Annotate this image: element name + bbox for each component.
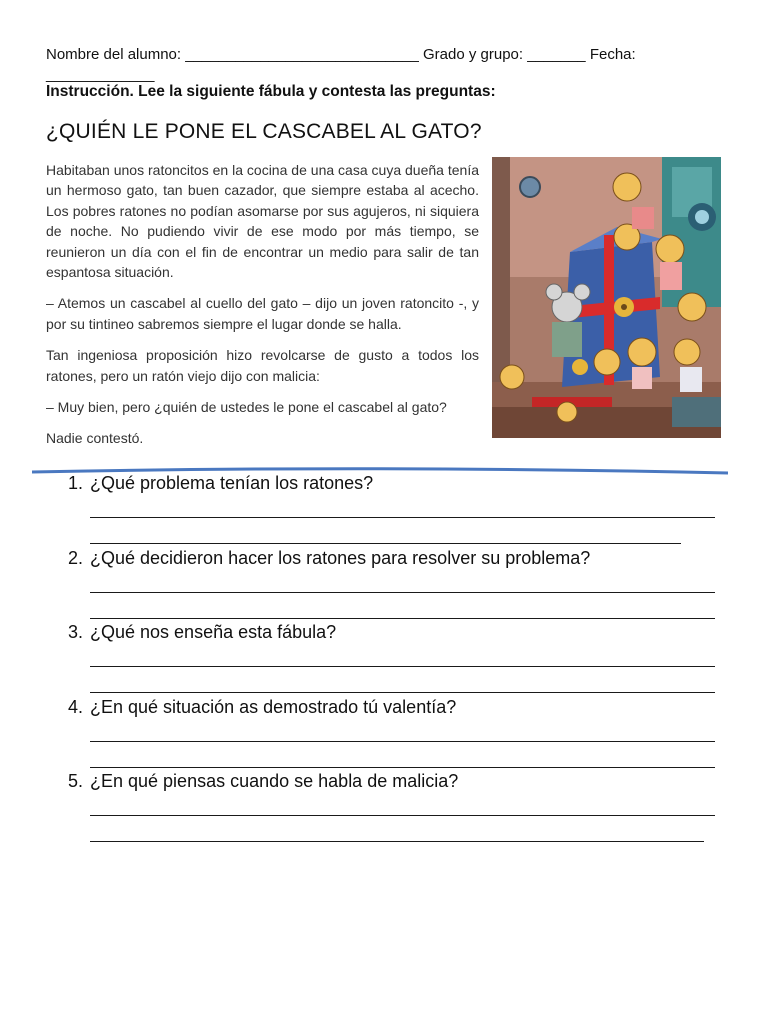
question-text (68, 697, 456, 718)
fable-paragraph: – Atemos un cascabel al cuello del gato – dijo un joven ratoncito -, y por su tintineo sabremos siempre el lugar donde se halla. (46, 295, 479, 332)
date-label: Fecha: (589, 46, 636, 63)
name-label: Nombre del alumno: (46, 46, 182, 63)
question-label: ¿En qué piensas cuando se habla de malicia? (90, 771, 459, 791)
answer-line[interactable] (90, 543, 681, 544)
answer-line[interactable] (90, 841, 704, 842)
name-blank[interactable]: ____________________________ (185, 46, 419, 63)
question-label: ¿Qué nos enseña esta fábula? (90, 622, 337, 642)
grade-label: Grado y grupo: (423, 46, 524, 63)
grade-blank[interactable]: _______ (527, 46, 586, 63)
question-item (68, 473, 728, 548)
question-number: 1. (68, 473, 84, 493)
fable-paragraph: Nadie contestó. (46, 430, 144, 447)
fable-title: ¿QUIÉN LE PONE EL CASCABEL AL GATO? (46, 120, 482, 143)
date-line (46, 66, 154, 83)
question-number: 2. (68, 547, 84, 568)
question-list (68, 473, 728, 846)
question-label: ¿Qué decidieron hacer los ratones para resolver su problema? (90, 547, 591, 568)
question-text (68, 622, 336, 643)
question-label: ¿Qué problema tenían los ratones? (90, 473, 374, 493)
question-label: ¿En qué situación as demostrado tú valentía? (90, 696, 457, 717)
fable-text (46, 160, 479, 449)
question-number: 4. (68, 696, 84, 717)
question-text (68, 473, 373, 494)
section-divider (32, 463, 728, 473)
answer-line[interactable] (90, 618, 715, 619)
answer-line[interactable] (90, 692, 715, 693)
answer-line[interactable] (90, 517, 715, 518)
answer-line[interactable] (90, 592, 715, 593)
answer-line[interactable] (90, 767, 715, 768)
fable-paragraph: Tan ingeniosa proposición hizo revolcarse de gusto a todos los ratones, pero un ratón viejo dijo con malicia: (46, 347, 479, 384)
date-blank[interactable]: _____________ (46, 66, 155, 83)
student-info-line (46, 46, 636, 63)
question-item (68, 771, 728, 846)
instruction: Instrucción. Lee la siguiente fábula y contesta las preguntas: (46, 83, 496, 100)
question-item (68, 548, 728, 623)
question-number: 5. (68, 771, 84, 791)
question-number: 3. (68, 622, 84, 642)
question-text (68, 548, 590, 569)
fable-paragraph: – Muy bien, pero ¿quién de ustedes le pone el cascabel al gato? (46, 399, 447, 416)
fable-paragraph: Habitaban unos ratoncitos en la cocina de una casa cuya dueña tenía un hermoso gato, tan buen cazador, que siempre estaba al acecho. Los pobres ratones no podían asomarse por sus agujeros, ni siquiera de noche. No pudiendo vivir de ese modo por más tiempo, se reunieron un día con el fin de encontrar un medio para salir de tan espantosa situación. (46, 162, 479, 281)
mice-with-bell-illustration (492, 157, 721, 438)
answer-line[interactable] (90, 815, 715, 816)
question-item (68, 697, 728, 772)
question-text (68, 771, 458, 792)
answer-line[interactable] (90, 741, 715, 742)
answer-line[interactable] (90, 666, 715, 667)
question-item (68, 622, 728, 697)
